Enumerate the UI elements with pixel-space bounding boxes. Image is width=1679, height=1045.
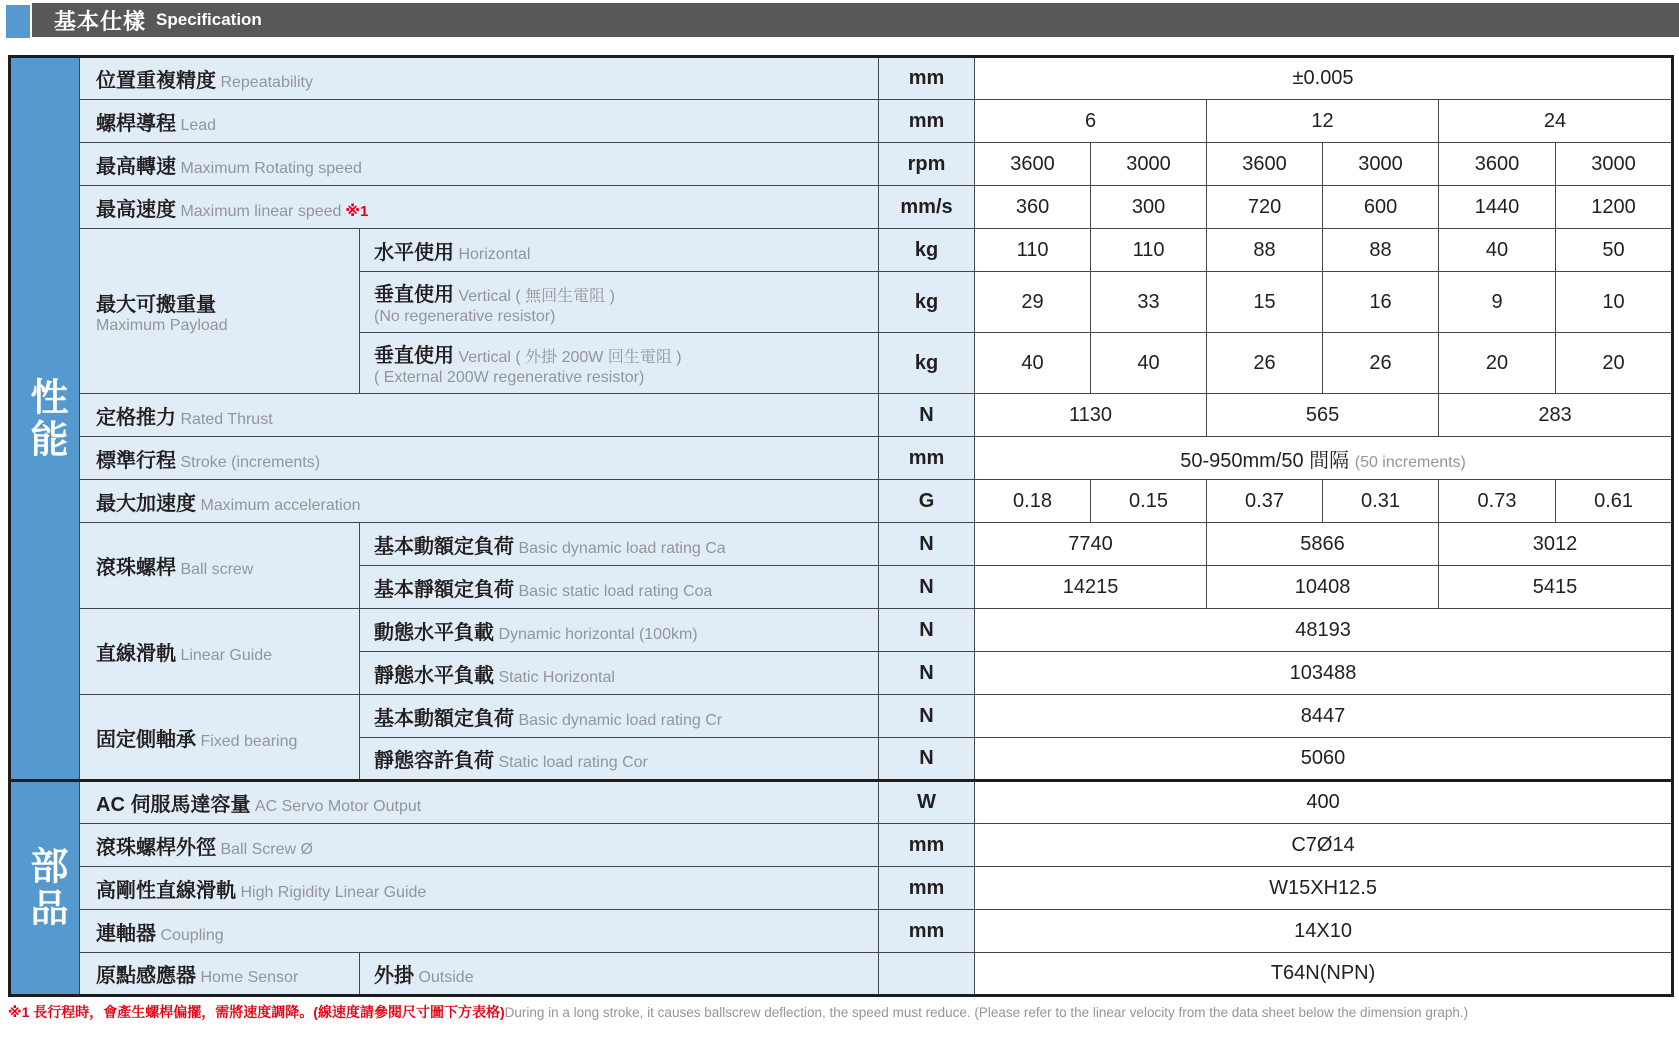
value-cell: 3000 [1091, 143, 1207, 186]
page-title-zh: 基本仕樣 [54, 8, 147, 34]
value-cell: 3600 [1207, 143, 1323, 186]
row-dynamic-horizontal [10, 609, 1673, 652]
value-cell: 7740 [975, 523, 1207, 566]
value-cell: 3600 [1439, 143, 1556, 186]
label-linear-speed: 最高速度 Maximum linear speed ※1 [80, 186, 879, 229]
row-stroke [10, 437, 1673, 480]
value-cell: 3012 [1439, 523, 1673, 566]
value-cell: 12 [1207, 100, 1439, 143]
unit-cell: kg [879, 272, 975, 333]
value-cell: 300 [1091, 186, 1207, 229]
unit-cell: kg [879, 333, 975, 394]
value-cell: 1200 [1556, 186, 1673, 229]
row-lead [10, 100, 1673, 143]
value-cell: 88 [1207, 229, 1323, 272]
value-cell: ±0.005 [975, 57, 1673, 100]
value-cell: 3000 [1556, 143, 1673, 186]
value-cell: 9 [1439, 272, 1556, 333]
footnote-zh: ※1 長行程時，會產生螺桿偏擺，需將速度調降。(線速度請參閱尺寸圖下方表格) [8, 1004, 505, 1020]
row-linear-speed [10, 186, 1673, 229]
row-payload-horizontal [10, 229, 1673, 272]
value-cell: 283 [1439, 394, 1673, 437]
value-cell: 10408 [1207, 566, 1439, 609]
sublabel-static-horizontal: 靜態水平負載 Static Horizontal [360, 652, 879, 695]
footnote-en: During in a long stroke, it causes ballscrew deflection, the speed must reduce. (Please refer to the linear velocity from the data sheet below the dimension graph.) [504, 1005, 1469, 1020]
label-payload-group: 最大可搬重量 Maximum Payload [80, 229, 360, 394]
value-cell: 600 [1323, 186, 1439, 229]
value-cell: 26 [1323, 333, 1439, 394]
parts-vertical-label: 部品 [24, 846, 66, 930]
value-cell: 5060 [975, 738, 1673, 781]
value-cell: 29 [975, 272, 1091, 333]
label-servo-output: AC 伺服馬達容量 AC Servo Motor Output [80, 781, 879, 824]
unit-cell: N [879, 738, 975, 781]
section-header-bar [32, 3, 1679, 37]
unit-cell: kg [879, 229, 975, 272]
unit-cell: N [879, 695, 975, 738]
sublabel-dynamic-load-ca: 基本動額定負荷 Basic dynamic load rating Ca [360, 523, 879, 566]
row-rated-thrust [10, 394, 1673, 437]
label-lead: 螺桿導程 Lead [80, 100, 879, 143]
value-cell: 14215 [975, 566, 1207, 609]
value-cell: 0.73 [1439, 480, 1556, 523]
sublabel-home-sensor-outside: 外掛 Outside [360, 953, 879, 996]
unit-cell [879, 953, 975, 996]
value-cell: 110 [975, 229, 1091, 272]
value-cell: 5866 [1207, 523, 1439, 566]
value-cell: 40 [1439, 229, 1556, 272]
row-dynamic-load-cr [10, 695, 1673, 738]
value-cell: W15XH12.5 [975, 867, 1673, 910]
value-cell: 360 [975, 186, 1091, 229]
value-cell: 14X10 [975, 910, 1673, 953]
value-cell: 3600 [975, 143, 1091, 186]
row-ball-screw-od [10, 824, 1673, 867]
sublabel-vertical-no-regen: 垂直使用 Vertical ( 無回生電阻 ) (No regenerative resistor) [360, 272, 879, 333]
row-home-sensor [10, 953, 1673, 996]
sublabel-horizontal: 水平使用 Horizontal [360, 229, 879, 272]
value-cell: 3000 [1323, 143, 1439, 186]
value-cell: 40 [1091, 333, 1207, 394]
value-cell: 400 [975, 781, 1673, 824]
unit-cell: mm [879, 57, 975, 100]
label-linear-guide-group: 直線滑軌 Linear Guide [80, 609, 360, 695]
sublabel-static-load-coa: 基本靜額定負荷 Basic static load rating Coa [360, 566, 879, 609]
row-servo-output [10, 781, 1673, 824]
sublabel-static-load-cor: 靜態容許負荷 Static load rating Cor [360, 738, 879, 781]
value-cell: 0.15 [1091, 480, 1207, 523]
value-cell: 50-950mm/50 間隔 (50 increments) [975, 437, 1673, 480]
value-cell: 50 [1556, 229, 1673, 272]
unit-cell: N [879, 523, 975, 566]
label-rigidity-guide: 高剛性直線滑軌 High Rigidity Linear Guide [80, 867, 879, 910]
row-coupling [10, 910, 1673, 953]
label-rated-thrust: 定格推力 Rated Thrust [80, 394, 879, 437]
value-cell: T64N(NPN) [975, 953, 1673, 996]
performance-vertical-label: 性能 [24, 376, 66, 461]
value-cell: 20 [1439, 333, 1556, 394]
unit-cell: mm [879, 100, 975, 143]
unit-cell: mm [879, 867, 975, 910]
value-cell: 33 [1091, 272, 1207, 333]
value-cell: 26 [1207, 333, 1323, 394]
row-dynamic-load-ca [10, 523, 1673, 566]
value-cell: 8447 [975, 695, 1673, 738]
label-rotating-speed: 最高轉速 Maximum Rotating speed [80, 143, 879, 186]
value-cell: 24 [1439, 100, 1673, 143]
row-rigidity-guide [10, 867, 1673, 910]
unit-cell: G [879, 480, 975, 523]
row-acceleration [10, 480, 1673, 523]
value-cell: 1440 [1439, 186, 1556, 229]
value-cell: 6 [975, 100, 1207, 143]
unit-cell: N [879, 609, 975, 652]
value-cell: 16 [1323, 272, 1439, 333]
value-cell: 0.31 [1323, 480, 1439, 523]
row-repeatability [10, 57, 1673, 100]
label-stroke: 標準行程 Stroke (increments) [80, 437, 879, 480]
unit-cell: N [879, 652, 975, 695]
value-cell: 20 [1556, 333, 1673, 394]
label-ball-screw-group: 滾珠螺桿 Ball screw [80, 523, 360, 609]
footnote [8, 1003, 1673, 1023]
value-cell: 5415 [1439, 566, 1673, 609]
page-title-en: Specification [156, 10, 262, 29]
section-label-performance [10, 57, 80, 781]
label-ball-screw-od: 滾珠螺桿外徑 Ball Screw Ø [80, 824, 879, 867]
unit-cell: N [879, 394, 975, 437]
unit-cell: mm [879, 437, 975, 480]
value-cell: 110 [1091, 229, 1207, 272]
row-rotating-speed [10, 143, 1673, 186]
label-repeatability: 位置重複精度 Repeatability [80, 57, 879, 100]
value-cell: 0.37 [1207, 480, 1323, 523]
value-cell: 565 [1207, 394, 1439, 437]
value-cell: 48193 [975, 609, 1673, 652]
value-cell: 0.61 [1556, 480, 1673, 523]
value-cell: 720 [1207, 186, 1323, 229]
label-acceleration: 最大加速度 Maximum acceleration [80, 480, 879, 523]
value-cell: 15 [1207, 272, 1323, 333]
unit-cell: mm [879, 824, 975, 867]
unit-cell: mm [879, 910, 975, 953]
value-cell: 40 [975, 333, 1091, 394]
spec-table [8, 55, 1674, 997]
sublabel-dynamic-load-cr: 基本動額定負荷 Basic dynamic load rating Cr [360, 695, 879, 738]
value-cell: 103488 [975, 652, 1673, 695]
footnote-marker: ※1 [345, 202, 369, 220]
value-cell: 10 [1556, 272, 1673, 333]
section-label-parts [10, 781, 80, 996]
sublabel-vertical-ext: 垂直使用 Vertical ( 外掛 200W 回生電阻 ) ( External 200W regenerative resistor) [360, 333, 879, 394]
label-fixed-bearing-group: 固定側軸承 Fixed bearing [80, 695, 360, 781]
sublabel-dynamic-horizontal: 動態水平負載 Dynamic horizontal (100km) [360, 609, 879, 652]
unit-cell: rpm [879, 143, 975, 186]
unit-cell: mm/s [879, 186, 975, 229]
value-cell: C7Ø14 [975, 824, 1673, 867]
value-cell: 1130 [975, 394, 1207, 437]
unit-cell: N [879, 566, 975, 609]
header-accent-square [6, 5, 30, 38]
value-cell: 88 [1323, 229, 1439, 272]
label-coupling: 連軸器 Coupling [80, 910, 879, 953]
unit-cell: W [879, 781, 975, 824]
label-home-sensor: 原點感應器 Home Sensor [80, 953, 360, 996]
value-cell: 0.18 [975, 480, 1091, 523]
